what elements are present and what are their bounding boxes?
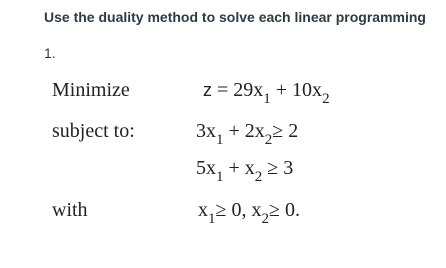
objective-x2-subscript: 2 <box>322 91 330 107</box>
nonneg-x1-rhs: ≥ 0, <box>215 199 252 221</box>
objective-function <box>203 79 330 107</box>
constraint1-x2-subscript: 2 <box>264 132 273 148</box>
objective-z: z <box>203 80 212 100</box>
constraint1-rhs: ≥ 2 <box>272 120 299 142</box>
constraint-2 <box>196 157 294 185</box>
constraint2-term1: 5x <box>196 157 216 179</box>
instruction-text: Use the duality method to solve each linear programming <box>44 9 426 25</box>
constraint1-x1-subscript: 1 <box>216 132 224 148</box>
minimize-label: Minimize <box>52 79 130 101</box>
with-label: with <box>52 199 88 221</box>
constraint-1 <box>196 120 299 148</box>
subject-to-label: subject to: <box>52 120 135 142</box>
objective-term1: = 29x <box>212 79 264 101</box>
objective-x1-subscript: 1 <box>263 91 271 107</box>
problem-number: 1. <box>44 45 56 61</box>
objective-term2: + 10x <box>270 79 323 101</box>
constraint2-x2-subscript: 2 <box>254 169 263 185</box>
constraint1-term2: + 2x <box>223 120 265 142</box>
nonneg-x1: x <box>198 199 208 221</box>
nonneg-x2: x <box>251 199 262 221</box>
nonneg-x1-subscript: 1 <box>208 211 216 227</box>
nonnegativity-constraints <box>198 199 300 227</box>
nonneg-x2-rhs: ≥ 0. <box>268 199 300 221</box>
constraint1-term1: 3x <box>196 120 216 142</box>
constraint2-term2: + x <box>223 157 255 179</box>
nonneg-x2-subscript: 2 <box>261 211 269 227</box>
constraint2-x1-subscript: 1 <box>216 169 224 185</box>
constraint2-rhs: ≥ 3 <box>262 157 294 179</box>
